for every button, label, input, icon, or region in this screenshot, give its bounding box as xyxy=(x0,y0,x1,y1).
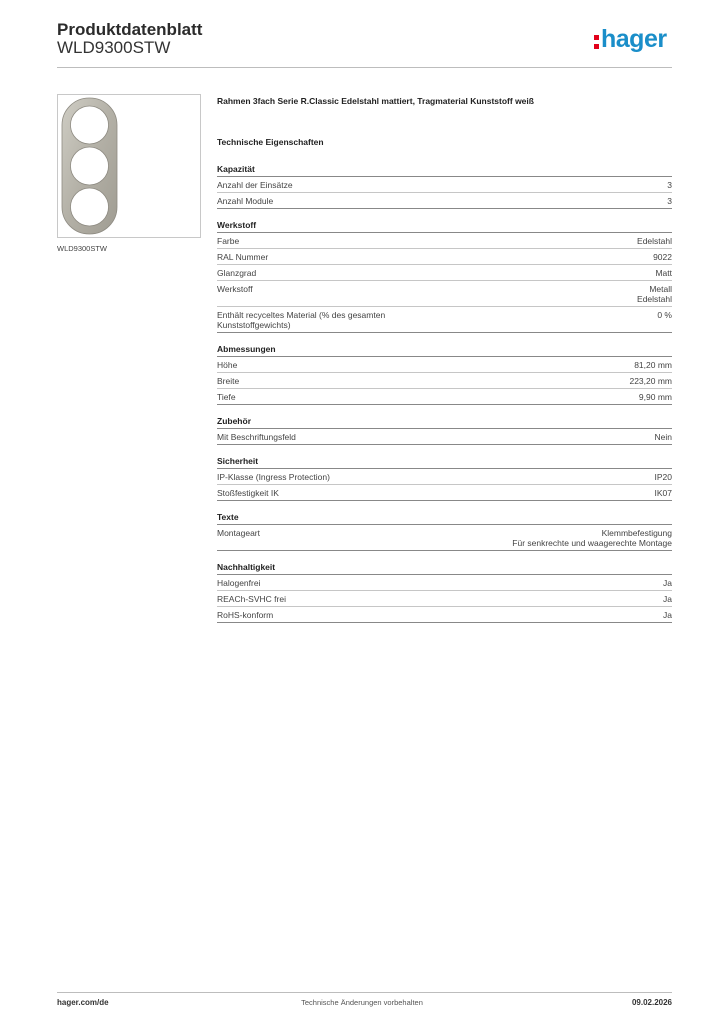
property-value: Ja xyxy=(663,578,672,588)
header-divider xyxy=(57,67,672,68)
property-value: Metall Edelstahl xyxy=(637,284,672,304)
triple-frame-icon xyxy=(58,95,200,237)
property-row xyxy=(217,591,672,607)
property-row xyxy=(217,575,672,591)
property-value: Ja xyxy=(663,610,672,620)
footer-divider xyxy=(57,992,672,993)
property-value: Klemmbefestigung Für senkrechte und waagerechte Montage xyxy=(512,528,672,548)
property-row xyxy=(217,429,672,445)
property-value: 9022 xyxy=(653,252,672,262)
footer-disclaimer: Technische Änderungen vorbehalten xyxy=(301,998,423,1007)
property-value: Ja xyxy=(663,594,672,604)
property-value: Nein xyxy=(654,432,672,442)
property-label: Höhe xyxy=(217,360,238,370)
section-0 xyxy=(217,164,672,209)
property-label: Anzahl Module xyxy=(217,196,274,206)
property-row xyxy=(217,469,672,485)
property-value: IK07 xyxy=(654,488,672,498)
property-value: Edelstahl xyxy=(637,236,672,246)
property-value: Matt xyxy=(655,268,672,278)
datasheet-main xyxy=(217,96,672,634)
property-label: Mit Beschriftungsfeld xyxy=(217,432,296,442)
property-row xyxy=(217,177,672,193)
section-3 xyxy=(217,416,672,445)
property-label: Anzahl der Einsätze xyxy=(217,180,293,190)
section-2 xyxy=(217,344,672,405)
section-5 xyxy=(217,512,672,551)
section-title: Kapazität xyxy=(217,164,672,177)
section-title: Nachhaltigkeit xyxy=(217,562,672,575)
footer-website-link[interactable]: hager.com/de xyxy=(57,998,109,1007)
property-label: RAL Nummer xyxy=(217,252,269,262)
property-label: Werkstoff xyxy=(217,284,253,294)
section-6 xyxy=(217,562,672,623)
property-row xyxy=(217,389,672,405)
logo-text: hager xyxy=(601,25,667,53)
section-title: Zubehör xyxy=(217,416,672,429)
property-value: 81,20 mm xyxy=(634,360,672,370)
property-row xyxy=(217,525,672,551)
property-label: IP-Klasse (Ingress Protection) xyxy=(217,472,330,482)
product-image xyxy=(57,94,201,238)
property-label: Glanzgrad xyxy=(217,268,257,278)
logo-dots-icon xyxy=(594,35,599,53)
property-row xyxy=(217,249,672,265)
property-label: Halogenfrei xyxy=(217,578,261,588)
property-row xyxy=(217,265,672,281)
footer-date: 09.02.2026 xyxy=(631,998,672,1007)
section-title: Werkstoff xyxy=(217,220,672,233)
product-image-caption: WLD9300STW xyxy=(57,244,108,253)
property-row xyxy=(217,373,672,389)
property-label: Breite xyxy=(217,376,240,386)
property-label: Enthält recyceltes Material (% des gesamten Kunststoffgewichts) xyxy=(217,310,386,330)
property-value: 3 xyxy=(667,180,672,190)
property-row xyxy=(217,193,672,209)
section-title: Sicherheit xyxy=(217,456,672,469)
property-label: Montageart xyxy=(217,528,260,538)
property-value: 0 % xyxy=(657,310,672,320)
section-4 xyxy=(217,456,672,501)
property-sections xyxy=(217,164,672,623)
property-label: Stoßfestigkeit IK xyxy=(217,488,279,498)
property-value: 9,90 mm xyxy=(638,392,672,402)
property-value: 223,20 mm xyxy=(629,376,672,386)
technical-properties-heading: Technische Eigenschaften xyxy=(217,137,324,147)
property-row xyxy=(217,233,672,249)
property-value: IP20 xyxy=(654,472,672,482)
property-label: Tiefe xyxy=(217,392,236,402)
property-row xyxy=(217,357,672,373)
section-1 xyxy=(217,220,672,333)
section-title: Texte xyxy=(217,512,672,525)
property-row xyxy=(217,307,672,333)
article-number: WLD9300STW xyxy=(57,38,171,57)
property-row xyxy=(217,607,672,623)
property-label: REACh-SVHC frei xyxy=(217,594,286,604)
property-label: Farbe xyxy=(217,236,240,246)
hager-logo[interactable] xyxy=(594,25,672,56)
page-title: Produktdatenblatt xyxy=(57,20,203,39)
property-value: 3 xyxy=(667,196,672,206)
section-title: Abmessungen xyxy=(217,344,672,357)
product-description: Rahmen 3fach Serie R.Classic Edelstahl mattiert, Tragmaterial Kunststoff weiß xyxy=(217,96,534,106)
property-row xyxy=(217,281,672,307)
property-label: RoHS-konform xyxy=(217,610,274,620)
property-row xyxy=(217,485,672,501)
